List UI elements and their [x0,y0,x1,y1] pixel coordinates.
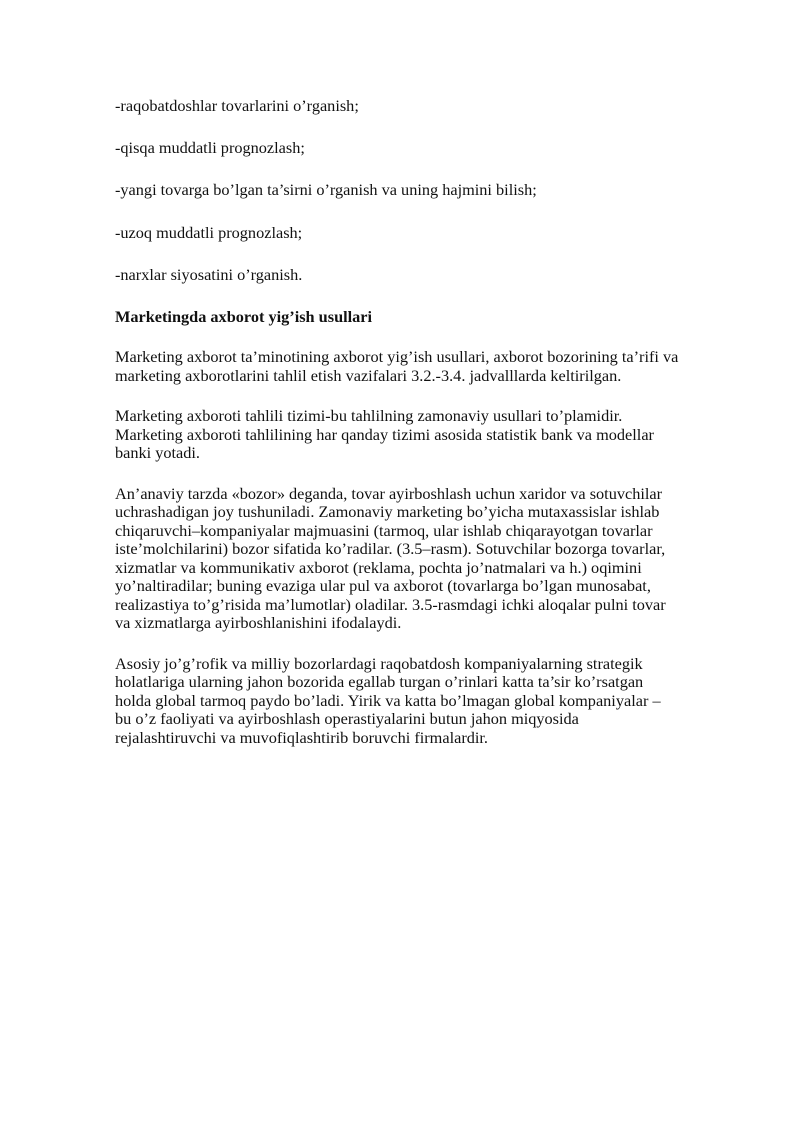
list-item: -raqobatdoshlar tovarlarini o’rganish; [115,96,359,115]
list-item: -yangi tovarga bo’lgan ta’sirni o’rganish va uning hajmini bilish; [115,180,537,200]
document-body [115,97,750,769]
section-heading: Marketingda axborot yig’ish usullari [115,306,373,326]
paragraph: An’anaviy tarzda «bozor» deganda, tovar ayirboshlash uchun xaridor va sotuvchilar uchrashadigan joy tushuniladi. Zamonaviy marketing bo’yicha mutaxassislar ishlab chiqaruvchi–kompaniyalar majmuasini (tarmoq, ular ishlab chiqarayotgan tovarlar iste’molchilarini) bozor sifatida ko’radilar. (3.5–rasm). Sotuvchilar bozorga tovarlar, xizmatlar va kommunikativ axborot (reklama, pochta jo’natmalari va h.) oqimini yo’naltiradilar; buning evaziga ular pul va axborot (tovarlarga bo’lgan munosabat, realizastiya to’g’risida ma’lumotlar) oladilar. 3.5-rasmdagi ichki aloqalar pulni tovar va xizmatlarga ayirboshlanishini ifodalaydi. [115,483,666,633]
list-item: -qisqa muddatli prognozlash; [115,138,305,158]
paragraph: Asosiy jo’g’rofik va milliy bozorlardagi raqobatdosh kompaniyalarning strategik holatlariga ularning jahon bozorida egallab turgan o’rinlari katta ta’sir ko’rsatgan holda global tarmoq paydo bo’ladi. Yirik va katta bo’lmagan global kompaniyalar – bu o’z faoliyati va ayirboshlash operastiyalarini butun jahon miqyosida rejalashtiruvchi va muvofiqlashtirib boruvchi firmalardir. [115,653,661,747]
paragraph: Marketing axboroti tahlili tizimi-bu tahlilning zamonaviy usullari to’plamidir. Marketing axboroti tahlilining har qanday tizimi asosida statistik bank va modellar banki yotadi. [115,406,654,463]
paragraph: Marketing axborot ta’minotining axborot yig’ish usullari, axborot bozorining ta’rifi va marketing axborotlarini tahlil etish vazifalari 3.2.-3.4. jadvalllarda keltirilgan. [115,347,679,385]
list-item: -uzoq muddatli prognozlash; [115,222,303,242]
list-item: -narxlar siyosatini o’rganish. [115,264,303,284]
